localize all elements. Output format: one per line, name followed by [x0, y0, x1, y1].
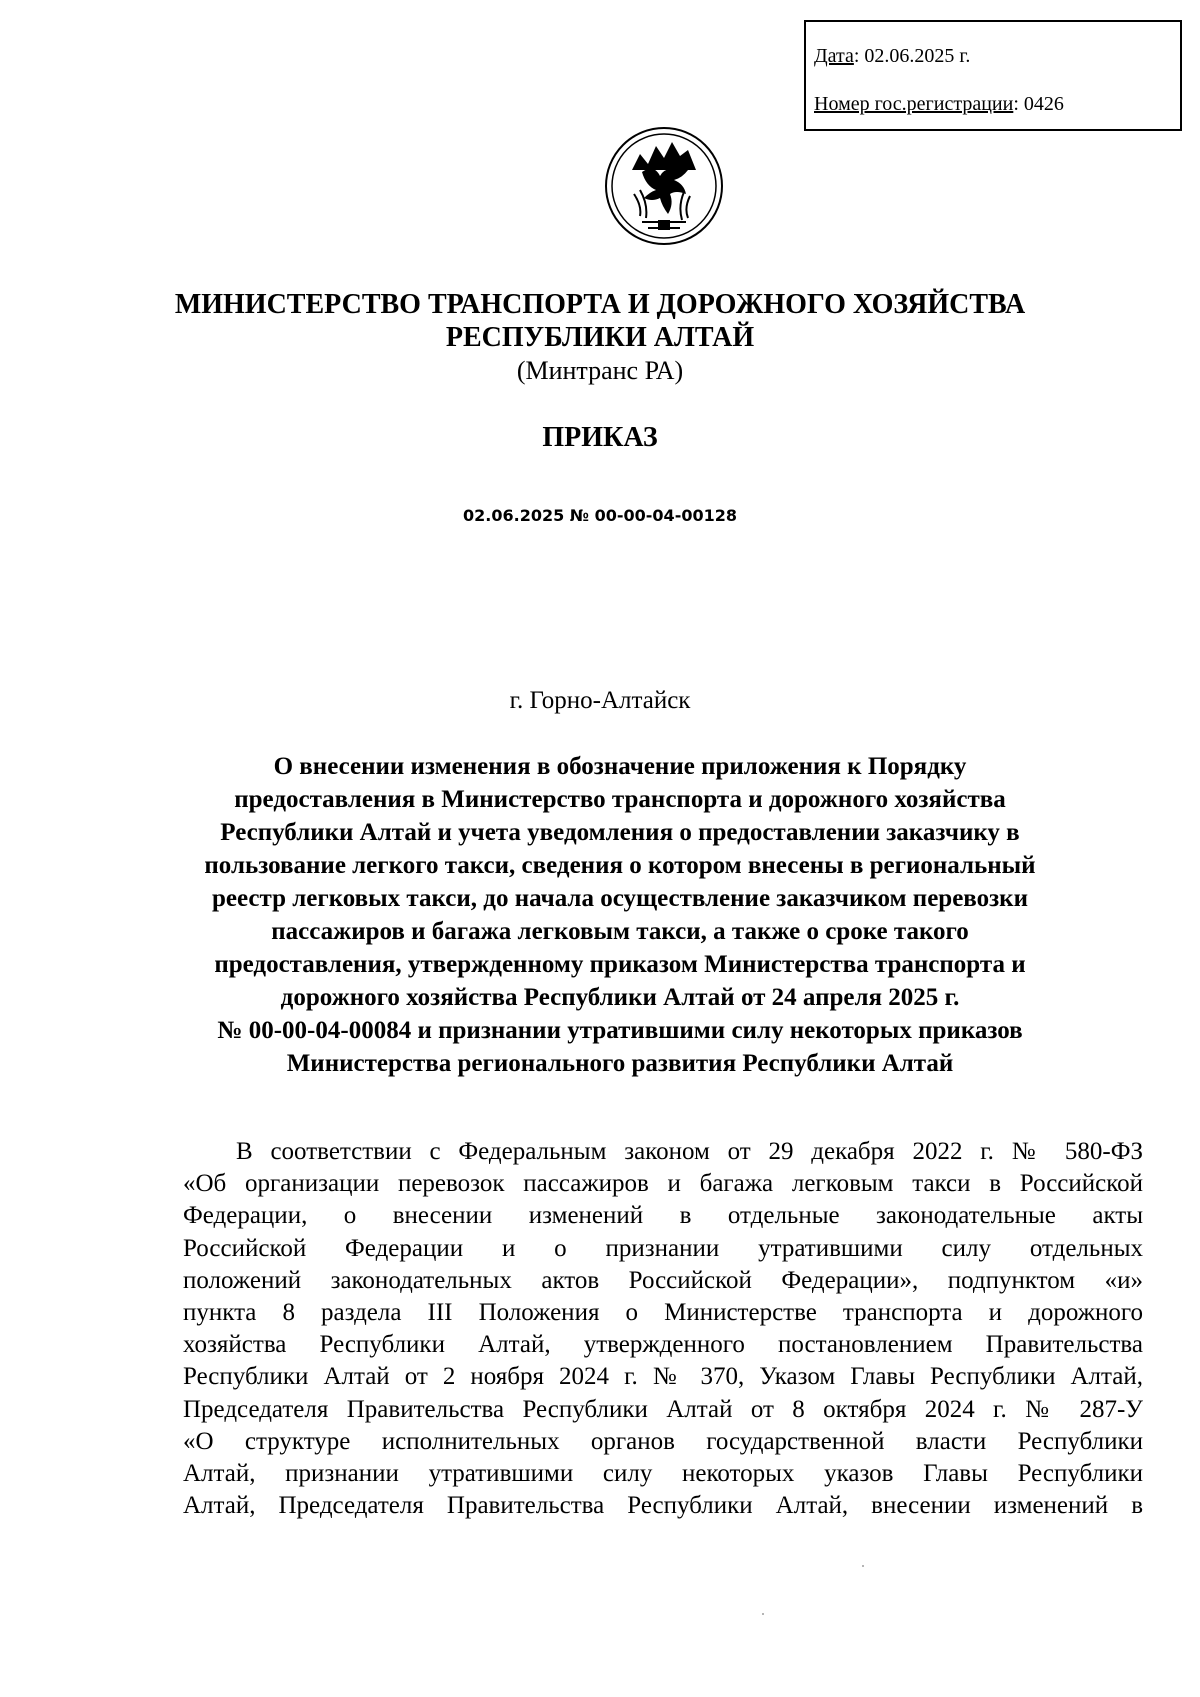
body-line: Председателя Правительства Республики Алтай от 8 октября 2024 г. № 287-У — [183, 1395, 1143, 1423]
document-city: г. Горно-Алтайск — [509, 687, 691, 714]
ministry-title-line2: РЕСПУБЛИКИ АЛТАЙ — [445, 322, 755, 353]
body-line: хозяйства Республики Алтай, утвержденного постановлением Правительства — [183, 1331, 1143, 1359]
body-line: Республики Алтай от 2 ноября 2024 г. № 370, Указом Главы Республики Алтай, — [183, 1363, 1143, 1391]
body-line: В соответствии с Федеральным законом от 29 декабря 2022 г. № 580-ФЗ — [236, 1138, 1143, 1165]
document-subject — [180, 750, 1060, 1080]
body-line: Российской Федерации и о признании утратившими силу отдельных — [183, 1234, 1143, 1262]
ministry-title-line1: МИНИСТЕРСТВО ТРАНСПОРТА И ДОРОЖНОГО ХОЗЯЙСТВА — [174, 289, 1026, 320]
subject-line: дорожного хозяйства Республики Алтай от 24 апреля 2025 г. — [280, 984, 960, 1011]
body-line: положений законодательных актов Российской Федерации», подпунктом «и» — [183, 1266, 1143, 1294]
body-line: пункта 8 раздела III Положения о Министерстве транспорта и дорожного — [183, 1299, 1143, 1327]
document-type: ПРИКАЗ — [542, 422, 658, 453]
subject-line: О внесении изменения в обозначение приложения к Порядку — [273, 753, 967, 780]
registration-number-label: Номер гос.регистрации — [814, 93, 1014, 115]
coat-of-arms-icon — [602, 124, 726, 248]
body-line: Алтай, Председателя Правительства Республики Алтай, внесении изменений в — [183, 1492, 1143, 1520]
subject-line: № 00-00-04-00084 и признании утратившими силу некоторых приказов — [217, 1017, 1023, 1044]
body-line: «О структуре исполнительных органов государственной власти Республики — [183, 1427, 1143, 1455]
subject-line: Республики Алтай и учета уведомления о предоставлении заказчику в — [220, 819, 1020, 846]
registration-number-value: : 0426 — [1013, 93, 1064, 115]
body-line: Федерации, о внесении изменений в отдельные законодательные акты — [183, 1202, 1143, 1230]
body-line: «Об организации перевозок пассажиров и багажа легковым такси в Российской — [183, 1170, 1143, 1198]
subject-line: предоставления, утвержденному приказом Министерства транспорта и — [214, 951, 1026, 978]
ministry-title — [0, 288, 1200, 354]
scan-speck — [862, 1565, 864, 1567]
body-line: Алтай, признании утратившими силу некоторых указов Главы Республики — [183, 1460, 1143, 1488]
subject-line: пассажиров и багажа легковым такси, а также о сроке такого — [271, 918, 969, 945]
scan-speck — [762, 1613, 764, 1615]
registration-number — [814, 94, 1064, 114]
document-number: 02.06.2025 № 00-00-04-00128 — [463, 506, 737, 525]
registration-date-value: : 02.06.2025 г. — [853, 45, 971, 67]
subject-line: предоставления в Министерство транспорта и дорожного хозяйства — [234, 786, 1006, 813]
registration-date-label: Дата — [814, 45, 854, 67]
registration-date — [814, 46, 970, 66]
subject-line: Министерства регионального развития Республики Алтай — [286, 1050, 954, 1077]
subject-line: реестр легковых такси, до начала осуществление заказчиком перевозки — [212, 885, 1028, 912]
document-body — [183, 1136, 1143, 1522]
ministry-short-name: (Минтранс РА) — [516, 356, 684, 385]
registration-box — [804, 20, 1182, 131]
subject-line: пользование легкого такси, сведения о котором внесены в региональный — [204, 852, 1036, 879]
